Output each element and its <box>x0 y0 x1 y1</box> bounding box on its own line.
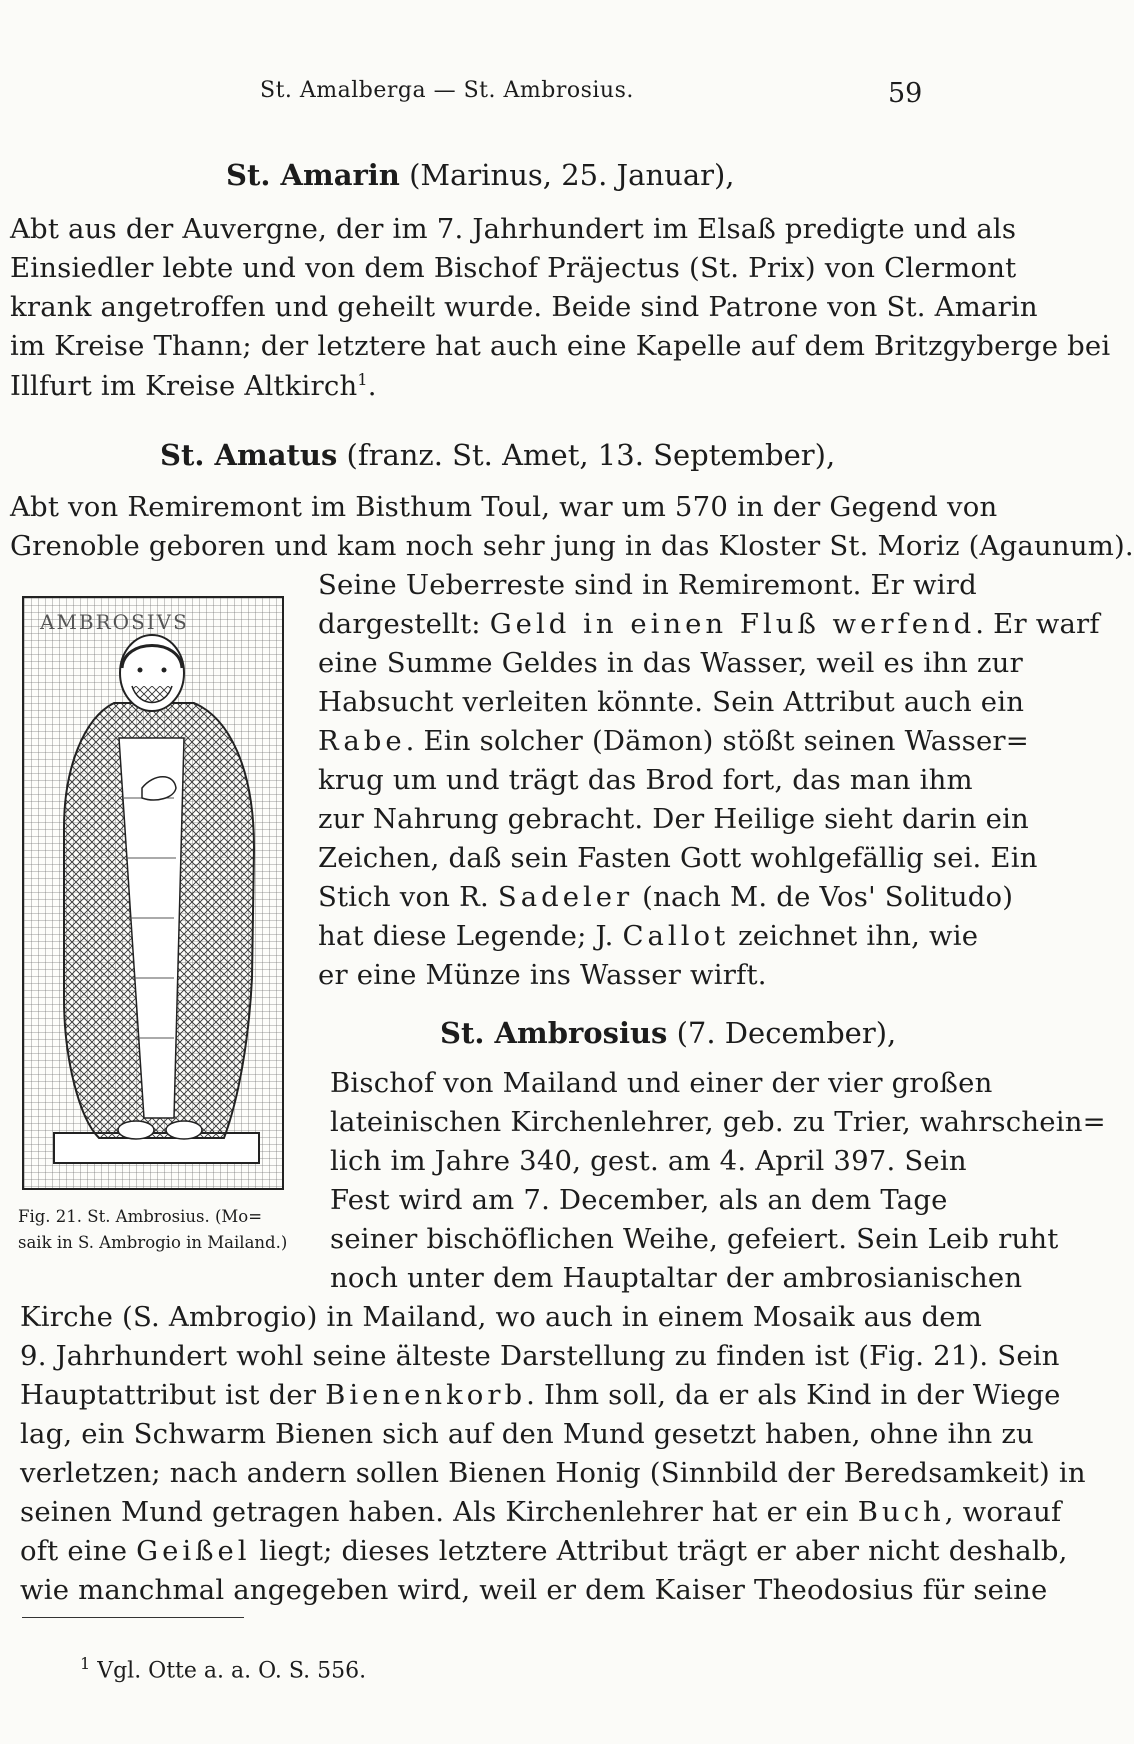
text-line: lich im Jahre 340, gest. am 4. April 397. Sein <box>330 1145 967 1177</box>
text-line: Kirche (S. Ambrogio) in Mailand, wo auch in einem Mosaik aus dem <box>20 1301 982 1333</box>
text-line: seiner bischöflichen Weihe, gefeiert. Sein Leib ruht <box>330 1223 1059 1255</box>
text-line: verletzen; nach andern sollen Bienen Honig (Sinnbild der Beredsamkeit) in <box>20 1457 1086 1489</box>
text-line: Rabe. Ein solcher (Dämon) stößt seinen Wasser= <box>318 725 1030 757</box>
footnote-ref: 1 <box>357 370 368 389</box>
text-line: Abt von Remiremont im Bisthum Toul, war um 570 in der Gegend von <box>10 491 998 523</box>
figure-caption: Fig. 21. St. Ambrosius. (Mo= saik in S. Ambrogio in Mailand.) <box>18 1207 288 1252</box>
text-line: lag, ein Schwarm Bienen sich auf den Mund gesetzt haben, ohne ihn zu <box>20 1418 1034 1450</box>
text-line: krank angetroffen und geheilt wurde. Beide sind Patrone von St. Amarin <box>10 291 1038 323</box>
text-line: im Kreise Thann; der letztere hat auch eine Kapelle auf dem Britzgyberge bei <box>10 330 1111 362</box>
mosaic-inscription: AMBROSIVS <box>40 610 189 634</box>
entry-heading-amatus: St. Amatus (franz. St. Amet, 13. September), <box>160 438 836 472</box>
text-line: Habsucht verleiten könnte. Sein Attribut auch ein <box>318 686 1025 718</box>
text-line: Bischof von Mailand und einer der vier großen <box>330 1067 993 1099</box>
text-line: Stich von R. Sadeler (nach M. de Vos' Solitudo) <box>318 881 1014 913</box>
entry-heading-amarin: St. Amarin (Marinus, 25. Januar), <box>226 158 735 192</box>
text-line: Einsiedler lebte und von dem Bischof Präjectus (St. Prix) von Clermont <box>10 252 1017 284</box>
text-line: er eine Münze ins Wasser wirft. <box>318 959 767 991</box>
footnote-divider <box>22 1617 244 1618</box>
text-line: Seine Ueberreste sind in Remiremont. Er wird <box>318 569 977 601</box>
text-line: Abt aus der Auvergne, der im 7. Jahrhundert im Elsaß predigte und als <box>10 213 1017 245</box>
running-header: St. Amalberga — St. Ambrosius. <box>260 78 634 103</box>
text-line: 9. Jahrhundert wohl seine älteste Darstellung zu finden ist (Fig. 21). Sein <box>20 1340 1060 1372</box>
text-line: seinen Mund getragen haben. Als Kirchenlehrer hat er ein Buch, worauf <box>20 1496 1062 1528</box>
text-line: Hauptattribut ist der Bienenkorb. Ihm soll, da er als Kind in der Wiege <box>20 1379 1061 1411</box>
text-line: wie manchmal angegeben wird, weil er dem Kaiser Theodosius für seine <box>20 1574 1048 1606</box>
text-line: Grenoble geboren und kam noch sehr jung in das Kloster St. Moriz (Agaunum). <box>10 530 1134 562</box>
text-line: hat diese Legende; J. Callot zeichnet ihn, wie <box>318 920 979 952</box>
text-line: dargestellt: Geld in einen Fluß werfend. Er warf <box>318 608 1100 640</box>
text-line: krug um und trägt das Brod fort, das man ihm <box>318 764 973 796</box>
text-line: oft eine Geißel liegt; dieses letztere Attribut trägt er aber nicht deshalb, <box>20 1535 1068 1567</box>
text-line: Zeichen, daß sein Fasten Gott wohlgefällig sei. Ein <box>318 842 1038 874</box>
text-line: eine Summe Geldes in das Wasser, weil es ihn zur <box>318 647 1023 679</box>
footnote: $^1$ Vgl. Otte a. a. O. S. 556. <box>80 1654 367 1684</box>
entry-heading-ambrosius: St. Ambrosius (7. December), <box>440 1016 897 1050</box>
text-line: lateinischen Kirchenlehrer, geb. zu Trier, wahrschein= <box>330 1106 1106 1138</box>
ambrosius-mosaic-illustration <box>24 598 282 1188</box>
text-line: Fest wird am 7. December, als an dem Tage <box>330 1184 948 1216</box>
page-number: 59 <box>888 78 923 109</box>
text-line: noch unter dem Hauptaltar der ambrosianischen <box>330 1262 1023 1294</box>
text-line: zur Nahrung gebracht. Der Heilige sieht darin ein <box>318 803 1029 835</box>
text-line: Illfurt im Kreise Altkirch$^1$. <box>10 370 377 403</box>
